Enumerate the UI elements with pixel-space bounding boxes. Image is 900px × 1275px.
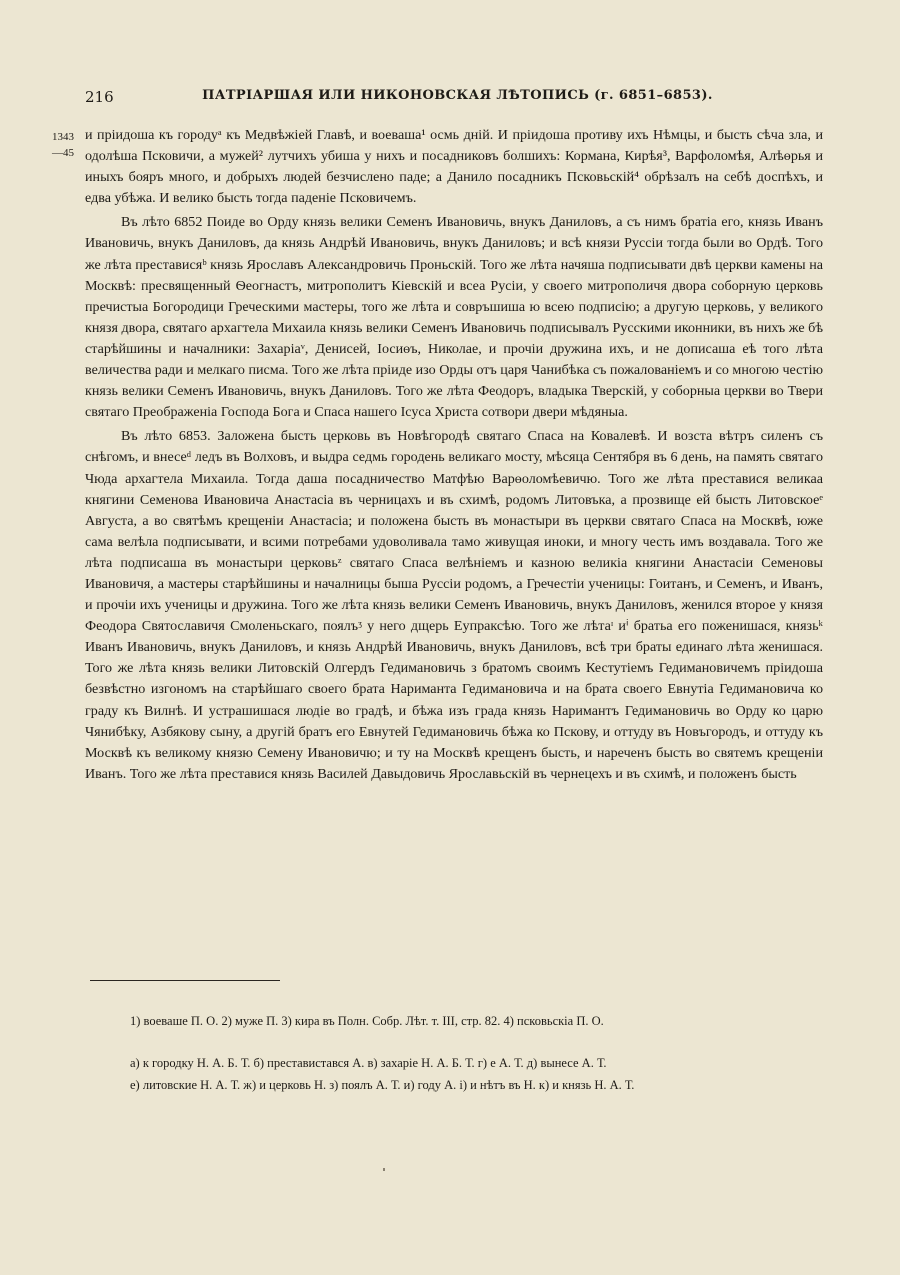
footnote-divider xyxy=(90,980,280,981)
paragraph-3: Въ лѣто 6853. Заложена бысть церковь въ Новѣгородѣ святаго Спаса на Ковалевѣ. И возста вѣтръ силенъ съ снѣгомъ, и внесеᵈ ледъ въ Волховъ, и выдра седмь городень великаго мосту, мѣсяца Сентября въ 6 день, на память святаго Чюда архагтела Михаила. Тогда даша посадничество Матфѣю Варѳоломѣевичю. Того же лѣта преставися великаа княгини Семенова Ивановича Анастасіа въ черницахъ и въ схимѣ, родомъ Литовъка, а прозвище ей бысть Литовскоеᵉ Августа, а во святѣмъ крещеніи Анастасіа; и положена бысть въ монастыри въ церкви святаго Спаса на Москвѣ, юже сама велѣла подписывати, и всими потребами удоволивала тамо живущая иноки, и многу честь имъ воздавала. Того же лѣта подписаша въ монастыри церковьᶻ святаго Спаса велѣніемъ и казною великіа княгини Анастасіи Семеновы Ивановичя, а мастеры старѣйшины и началницы быша Руссіи родомъ, а Гречестіи ученицы: Гоитанъ, и Семенъ, и Иванъ, и прочіи ихъ ученицы и дружина. Того же лѣта князь велики Семенъ Ивановичь, внукъ Даниловъ, женился второе у князя Феодора Святославичя Смоленьскаго, поялъᶾ у него дщерь Еупраксѣю. Того же лѣтаᶦ иⁱ братьа его поженишася, князьᵏ Иванъ Ивановичь, внукъ Даниловъ, и князь Андрѣй Ивановичь, внукъ Даниловъ, всѣ три браты единаго лѣта женишася. Того же лѣта князь велики Литовскій Олгердъ Гедимановичь з братомъ своимъ Кестутіемъ Гедимановичемъ пріидоша безвѣстно изгономъ на старѣйшаго своего брата Наримантa Гедимановича и на брата своего Евнутіа Гедимановича ко граду къ Вилнѣ. И устрашишася людіе во градѣ, и бѣжа изъ града князь Наримантъ Гедимановичь во Орду ко царю Чянибѣку, Азбякову сыну, а другій братъ его Евнутей Гедимановичь бѣжа ко Пскову, и оттуду въ Новъгородъ, и оттуду къ Москвѣ къ великому князю Семену Ивановичю; и ту на Москвѣ крещенъ бысть, и нареченъ бысть во святемъ крещеніи Иванъ. Того же лѣта преставися князь Василей Давыдовичь Ярославьскій въ чернецехъ и въ схимѣ, и положенъ бысть xyxy=(85,428,823,782)
page-title: ПАТРІАРШАЯ ИЛИ НИКОНОВСКАЯ ЛѢТОПИСЬ (г. 6851–6853). xyxy=(202,88,713,103)
margin-year-start: 1343 xyxy=(52,131,74,143)
page-number: 216 xyxy=(85,88,114,106)
running-head xyxy=(85,88,830,108)
paragraph-1: и пріидоша къ городуᵃ къ Медвѣжіей Главѣ, и воеваша¹ осмь дній. И пріидоша противу ихъ Нѣмцы, и бысть сѣча зла, и одолѣша Псковичи, а мужей² лутчихъ убиша у нихъ и посадниковъ болшихъ: Кормана, Кирѣя³, Варфоломѣя, Алѣѳрья и иныхъ бояръ много, и добрыхъ людей безчислено паде; а Данило посадникъ Псковьскій⁴ обрѣзалъ на себѣ доспѣхъ, и едва убѣжа. И велико бысть тогда паденіе Псковичемъ. xyxy=(85,127,823,207)
footnotes-lettered-line-2: е) литовские Н. А. Т. ж) и церковь Н. з) поялъ А. Т. и) году А. і) и нѣтъ въ Н. к) и князь Н. А. Т. xyxy=(130,1078,635,1092)
footnotes xyxy=(130,1010,830,1096)
paper-speck xyxy=(383,1168,385,1171)
margin-year-end: —45 xyxy=(52,147,74,159)
footnotes-numbered: 1) воеваше П. О. 2) муже П. 3) кира въ Полн. Собр. Лѣт. т. III, стр. 82. 4) псковьскіа П. О. xyxy=(130,1014,604,1028)
chronicle-text xyxy=(85,125,823,785)
footnotes-lettered-line-1: а) к городку Н. А. Б. Т. б) преставистався А. в) захаріе Н. А. Б. Т. г) е А. Т. д) вынесе А. Т. xyxy=(130,1056,607,1070)
paragraph-2: Въ лѣто 6852 Поиде во Орду князь велики Семенъ Ивановичь, внукъ Даниловъ, а съ нимъ братіа его, князь Иванъ Ивановичь, внукъ Даниловъ, да князь Андрѣй Ивановичь, внукъ Даниловъ; и всѣ князи Руссіи тогда были во Ордѣ. Того же лѣта престависяᵇ князь Ярославъ Александровичь Проньскій. Того же лѣта начяша подписывати двѣ церкви камены на Москвѣ: пресвященный Ѳеогнастъ, митрополитъ Кіевскій и всеа Русіи, у своего митрополичя двора соборную церковь пречистыа Богородици Греческими мастеры, того же лѣта и совръшиша ю всею подписію; а другую церковь, у великого князя двора, святаго архагтела Михаила князь велики Семенъ Ивановичь подписывалъ Русскими иконники, въ нихъ же бѣ старѣйшины и началники: Захаріаᵛ, Денисей, Іосиѳъ, Николае, и прочіи дружина ихъ, и не дописаша еѣ того лѣта величества ради и мелкаго писма. Того же лѣта пріиде изо Орды отъ царя Чанибѣка съ пожалованіемъ и со многою честію князь велики Семенъ Ивановичь, внукъ Даниловъ. Того же лѣта Феодоръ, владыка Тверскій, у соборныа церкви во Твери святаго Преображеніа Господа Бога и Спаса нашего Ісуса Христа сотвори двери мѣдяныа. xyxy=(85,214,824,421)
